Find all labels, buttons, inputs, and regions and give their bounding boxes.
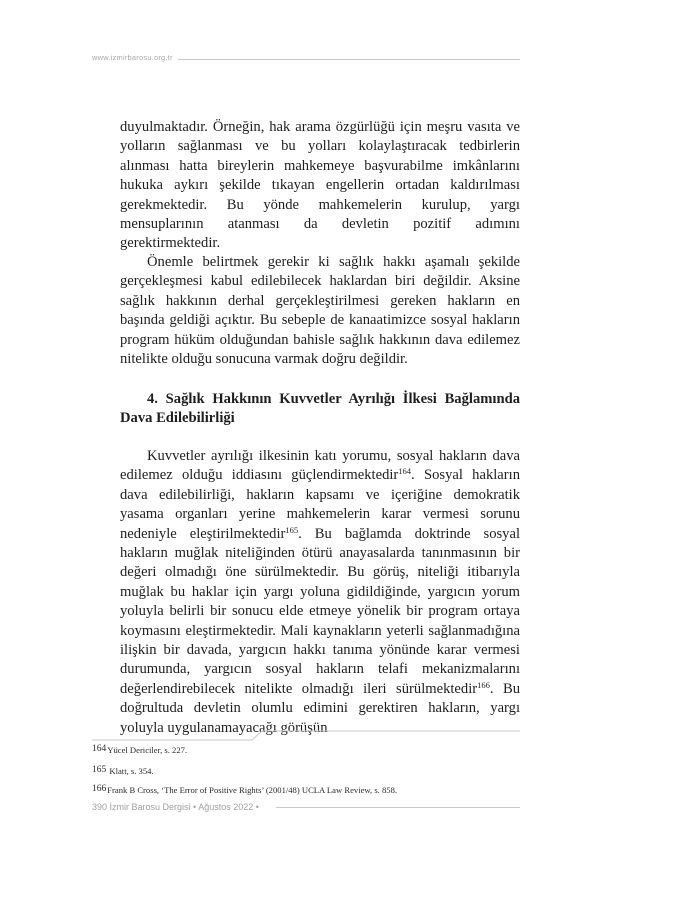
- footnote-ref-166[interactable]: 166: [477, 679, 490, 690]
- footnote-ref-165[interactable]: 165: [285, 524, 299, 535]
- page-footer: 390 İzmir Barosu Dergisi • Ağustos 2022 •: [92, 802, 259, 812]
- footnote-divider: [92, 730, 520, 742]
- paragraph-3-text-c: . Bu bağlamda doktrinde sosyal hakların muğlak niteliğinden ötürü anayasalarda tanınmasının bir değeri olmadığı öne sürülmektedir. Bu görüş, niteliği itibarıyla muğlak bu haklar için yargı yoluna gidildiğinde, yargıcın yorum yoluyla belirli bir sonucu elde etmeye yönelik bir program ortaya koymasını eleştirmektedir. Mali kaynakların yeterli sağlanmadığına ilişkin bir davada, yargıcın hakkı tanıma yönünde karar vermesi durumunda, yargıcın sosyal hakların telafi mekanizmalarını değerlendirebilecek nitelikte olmadığı ileri sürülmektedir: [120, 525, 521, 697]
- paragraph-3-text-d: . Bu doğrultuda devletin olumlu edimini gerektiren hakların, yargı yoluyla uygulanamayacağı görüşün: [120, 680, 521, 736]
- paragraph-2: Önemle belirtmek gerekir ki sağlık hakkı aşamalı şekilde gerçekleşmesi kabul edilebilecek haklardan biri değildir. Aksine sağlık hakkının derhal gerçekleştirilmesi gereken hakların en başında geldiği açıktır. Bu sebeple de kanaatimizce sosyal hakların program hüküm olduğundan bahisle sağlık hakkının dava edilemez nitelikte olduğu sonucuna varmak doğru değildir.: [120, 254, 520, 368]
- footnote-166: [92, 784, 522, 796]
- footnote-164: [92, 744, 522, 756]
- paragraph-1: duyulmaktadır. Örneğin, hak arama özgürlüğü için meşru vasıta ve yolların sağlanması ve bu yolları kolaylaştıracak tedbirlerin alınması hatta bireylerin mahkemeye başvurabilme imkânlarını hukuka aykırı şekilde tıkayan engellerin ortadan kaldırılması gerekmektedir. Bu yönde mahkemelerin kurulup, yargı mensuplarının atanması da devletin pozitif adımını gerektirmektedir.: [120, 119, 520, 252]
- header-url: www.izmirbarosu.org.tr: [92, 53, 173, 62]
- footnote-text: Klatt, s. 354.: [107, 766, 154, 776]
- paragraph-3: [120, 447, 520, 738]
- footnote-165: [92, 765, 522, 777]
- paragraph-3-text-b: . Sosyal hakların dava edilebilirliği, hakların kapsamı ve içeriğine demokratik yasama organları yerine mahkemelerin karar vermesi sorunu nedeniyle eleştirilmektedir: [120, 467, 520, 542]
- footnote-text: Frank B Cross, ‘The Error of Positive Rights’ (2001/48) UCLA Law Review, s. 858.: [107, 785, 398, 795]
- footer-divider: [276, 807, 520, 808]
- header-divider: [178, 59, 520, 60]
- footnote-number: 165: [92, 765, 107, 775]
- section-heading: 4. Sağlık Hakkının Kuvvetler Ayrılığı İlkesi Bağlamında Dava Edilebilirliği: [120, 391, 520, 427]
- footnote-number: 166: [92, 784, 107, 794]
- footnote-text: Yücel Dericiler, s. 227.: [107, 745, 188, 755]
- footnote-ref-164[interactable]: 164: [398, 466, 412, 477]
- paragraph-3-text-a: Kuvvetler ayrılığı ilkesinin katı yorumu, sosyal hakların dava edilemez olduğu iddiasını güçlendirmektedir: [120, 448, 520, 484]
- footnote-number: 164: [92, 744, 107, 754]
